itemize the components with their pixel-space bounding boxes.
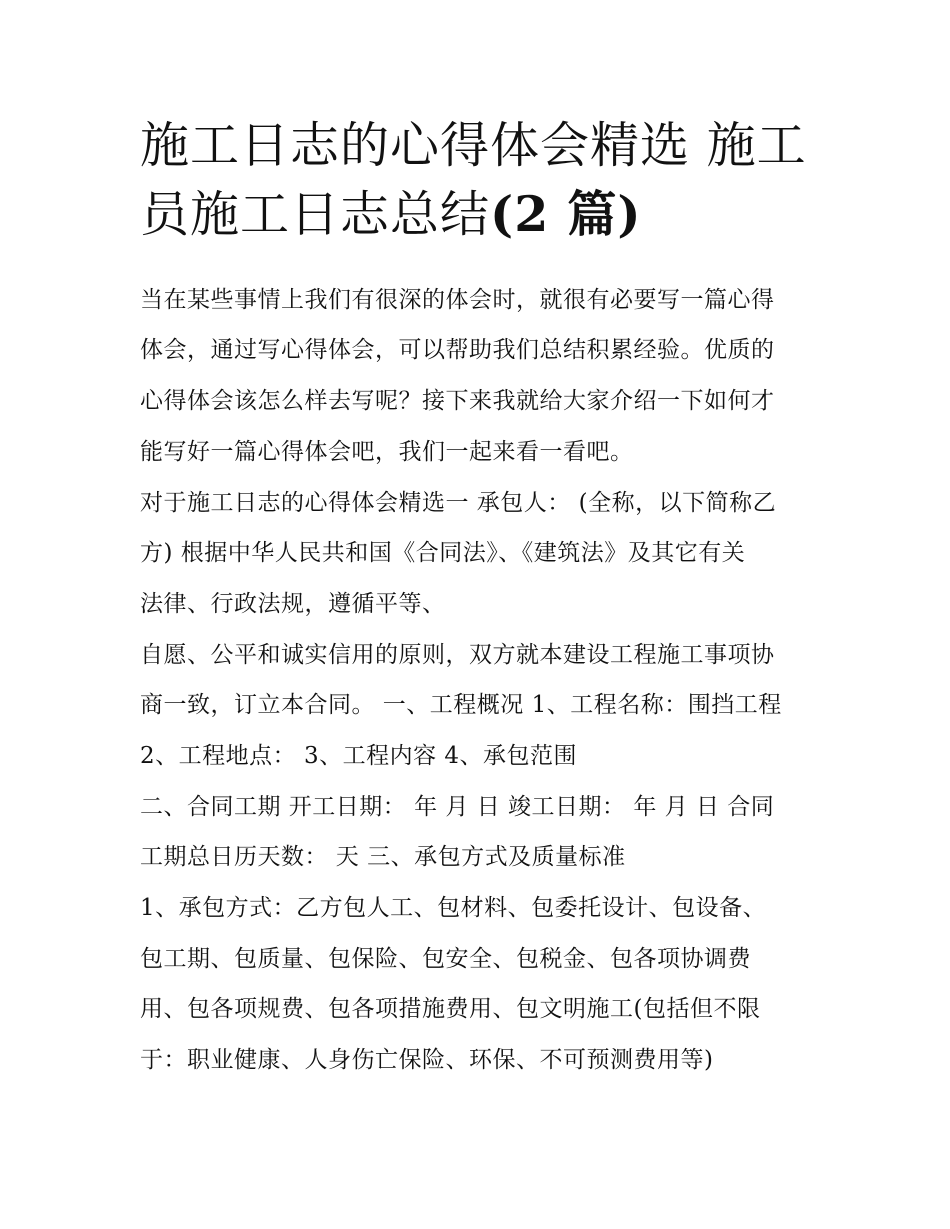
body-line: 2、工程地点： 3、工程内容 4、承包范围 [140, 743, 578, 769]
body-line: 商一致，订立本合同。 一、工程概况 1、工程名称：围挡工程 [140, 692, 782, 718]
body-line: 二、合同工期 开工日期： 年 月 日 竣工日期： 年 月 日 合同 [140, 794, 775, 820]
body-line: 方) 根据中华人民共和国《合同法》、《建筑法》及其它有关 [140, 540, 746, 566]
body-line: 当在某些事情上我们有很深的体会时，就很有必要写一篇心得 [140, 287, 775, 313]
body-line: 能写好一篇心得体会吧，我们一起来看一看吧。 [140, 439, 634, 465]
body-line: 自愿、公平和诚实信用的原则，双方就本建设工程施工事项协 [140, 642, 775, 668]
body-line: 于：职业健康、人身伤亡保险、环保、不可预测费用等) [140, 1047, 714, 1073]
body-line: 体会，通过写心得体会，可以帮助我们总结积累经验。优质的 [140, 337, 775, 363]
title-line-1: 施工日志的心得体会精选 施工 [140, 117, 807, 174]
body-line: 1、承包方式：乙方包人工、包材料、包委托设计、包设备、 [140, 895, 767, 921]
body-line: 法律、行政法规，遵循平等、 [140, 591, 446, 617]
body-line: 用、包各项规费、包各项措施费用、包文明施工(包括但不限 [140, 996, 761, 1022]
title-line-2a: 员施工日志总结 [140, 186, 491, 243]
body-line: 包工期、包质量、包保险、包安全、包税金、包各项协调费 [140, 946, 751, 972]
body-line: 对于施工日志的心得体会精选一 承包人： (全称，以下简称乙 [140, 490, 777, 516]
document-title [140, 112, 820, 249]
body-line: 工期总日历天数： 天 三、承包方式及质量标准 [140, 844, 626, 870]
title-line-2b: (2 篇) [490, 185, 642, 243]
body-line: 心得体会该怎么样去写呢？接下来我就给大家介绍一下如何才 [140, 388, 775, 414]
